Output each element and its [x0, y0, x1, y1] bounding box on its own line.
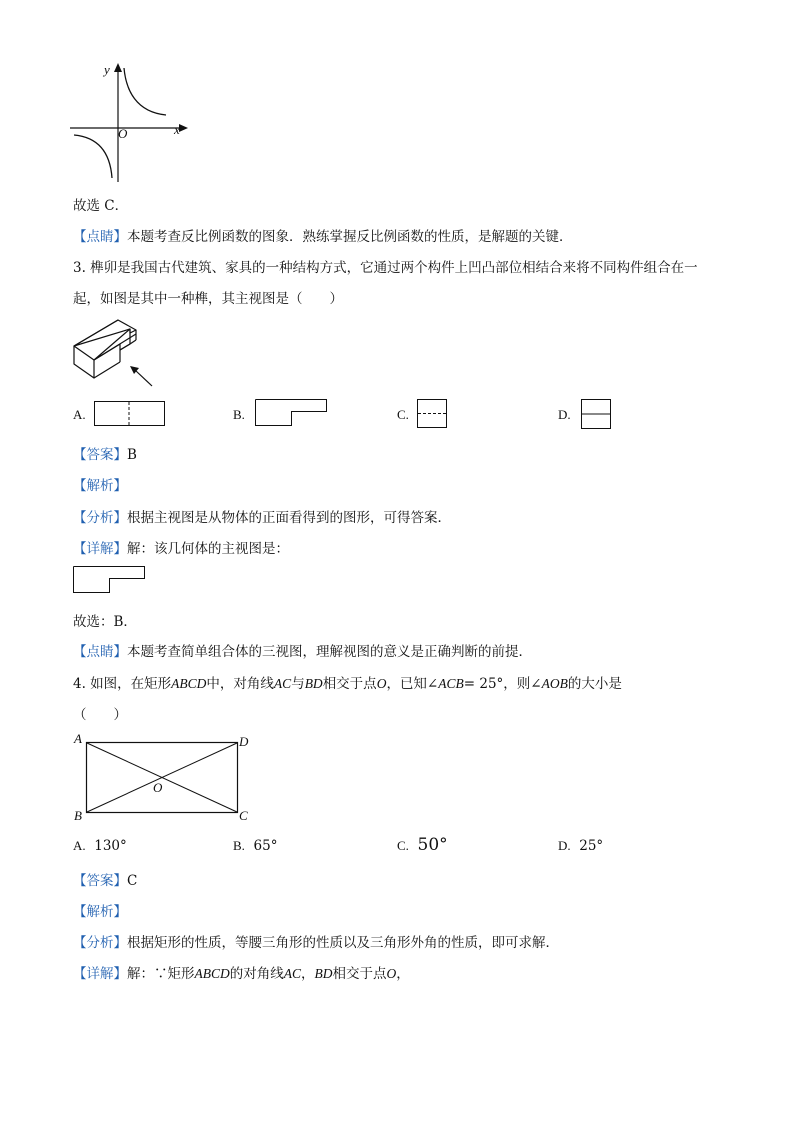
tenon-3d-figure — [72, 316, 162, 388]
fenxi-tag: 【分析】 — [73, 935, 127, 951]
q3-option-b-letter: B. — [233, 407, 245, 422]
q3-option-b-figure[interactable] — [255, 399, 329, 427]
graph-label-x: x — [174, 122, 180, 137]
q3-option-a-letter: A. — [73, 407, 86, 422]
fenxi-text: 根据主视图是从物体的正面看得到的图形，可得答案． — [127, 510, 451, 526]
option-value: 130° — [94, 838, 127, 854]
q2-comment — [73, 225, 573, 245]
comment-text: 本题考查简单组合体的三视图，理解视图的意义是正确判断的前提． — [127, 644, 532, 660]
graph-label-y: y — [104, 62, 110, 77]
hyperbola-graph — [66, 60, 196, 185]
answer-tag: 【答案】 — [73, 447, 127, 463]
q4-stem-line1 — [73, 672, 622, 692]
stem-text: 的大小是 — [567, 676, 622, 692]
q4-option-a[interactable] — [73, 838, 127, 854]
segment-ac: AC — [273, 676, 292, 691]
option-value: 50° — [417, 835, 448, 855]
point-o: O — [386, 966, 397, 981]
q4-option-b[interactable] — [233, 838, 277, 854]
q4-option-d[interactable] — [558, 838, 603, 854]
q3-option-d-letter: D. — [558, 407, 571, 422]
q4-answer — [73, 869, 137, 889]
q3-option-c-letter: C. — [397, 407, 409, 422]
q2-choose: 故选 C． — [73, 198, 129, 214]
option-letter: B. — [233, 838, 245, 853]
answer-value: C — [127, 873, 138, 889]
q4-fenxi — [73, 931, 559, 951]
detail-text: 的对角线 — [229, 966, 284, 982]
vertex-c-label: C — [239, 808, 248, 823]
detail-text: 解：该几何体的主视图是： — [127, 541, 289, 557]
rect-name: ABCD — [194, 966, 230, 981]
detail-text: 相交于点 — [332, 966, 387, 982]
option-value: 65° — [253, 838, 278, 854]
q3-fenxi — [73, 506, 451, 526]
option-value: 25° — [579, 838, 604, 854]
q4-stem-line2: （ ） — [73, 707, 127, 723]
fenxi-tag: 【分析】 — [73, 510, 127, 526]
angle-aob: AOB — [541, 676, 568, 691]
q4-option-c[interactable] — [397, 835, 448, 855]
answer-value: B — [127, 447, 137, 463]
stem-text: = 25°，则∠ — [463, 676, 542, 692]
rectangle-diagonals-figure — [70, 730, 260, 825]
point-o: O — [376, 676, 387, 691]
angle-acb: ACB — [438, 676, 464, 691]
center-o-label: O — [153, 780, 163, 795]
q3-option-d-figure[interactable] — [581, 399, 613, 431]
vertex-b-label: B — [74, 808, 82, 823]
q3-option-c-figure[interactable] — [417, 399, 449, 429]
stem-text: 相交于点 — [322, 676, 377, 692]
comment-text: 本题考查反比例函数的图象．熟练掌握反比例函数的性质，是解题的关键． — [127, 229, 573, 245]
segment-bd: BD — [304, 676, 323, 691]
option-letter: C. — [397, 838, 409, 853]
q3-option-a-figure[interactable] — [94, 401, 166, 427]
comment-tag: 【点睛】 — [73, 229, 127, 245]
answer-tag: 【答案】 — [73, 873, 127, 889]
q3-choose: 故选：B． — [73, 614, 137, 630]
detail-text: ， — [301, 966, 315, 982]
q3-stem-line1: 3. 榫卯是我国古代建筑、家具的一种结构方式，它通过两个构件上凹凸部位相结合来将不同构件组合在一 — [73, 260, 698, 276]
stem-text: ，已知∠ — [386, 676, 439, 692]
q3-analysis-tag: 【解析】 — [73, 478, 127, 494]
comment-tag: 【点睛】 — [73, 644, 127, 660]
option-letter: D. — [558, 838, 571, 853]
fenxi-text: 根据矩形的性质，等腰三角形的性质以及三角形外角的性质，即可求解． — [127, 935, 559, 951]
stem-text: 4. 如图，在矩形 — [73, 676, 172, 692]
detail-text: 解：∵矩形 — [127, 966, 195, 982]
detail-tag: 【详解】 — [73, 966, 127, 982]
q3-stem-line2: 起，如图是其中一种榫，其主视图是（ ） — [73, 291, 343, 307]
q3-comment — [73, 640, 532, 660]
q4-analysis-tag: 【解析】 — [73, 904, 127, 920]
q3-answer — [73, 443, 137, 463]
option-letter: A. — [73, 838, 86, 853]
detail-tag: 【详解】 — [73, 541, 127, 557]
detail-text: ， — [396, 966, 410, 982]
stem-text: 与 — [291, 676, 305, 692]
rect-name: ABCD — [171, 676, 207, 691]
q3-solution-front-view — [73, 566, 147, 594]
graph-label-origin: O — [118, 126, 128, 141]
segment-ac: AC — [283, 966, 302, 981]
vertex-a-label: A — [74, 731, 82, 746]
segment-bd: BD — [314, 966, 333, 981]
stem-text: 中，对角线 — [206, 676, 274, 692]
vertex-d-label: D — [239, 734, 249, 749]
q4-detail — [73, 962, 410, 982]
q3-detail — [73, 537, 289, 557]
